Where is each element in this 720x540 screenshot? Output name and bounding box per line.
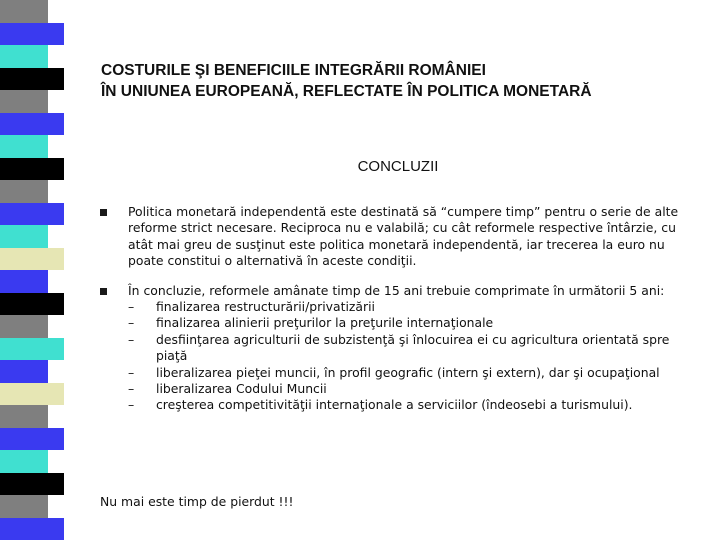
section-heading (0, 158, 720, 175)
bullet-text: Politica monetară independentă este destinată să “cumpere timp” pentru o serie de alte reforme strict necesare. Reciproca nu e valabilă; cu cât reformele respective întârzie, cu atât mai greu de susţinut este politica monetară independentă, iar trecerea la euro nu poate constitui o alternativă în aceste condiţii. (128, 204, 679, 269)
stripe-block (0, 450, 48, 473)
stripe-block (0, 90, 48, 113)
stripe-block (0, 135, 48, 158)
stripe-block (0, 495, 48, 518)
dash-marker: – (128, 299, 135, 315)
dash-marker: – (128, 364, 135, 380)
slide-body (100, 204, 700, 414)
section-heading-text: CONCLUZII (357, 158, 439, 175)
stripe-block (0, 518, 64, 540)
sub-item (100, 299, 700, 315)
dash-marker: – (128, 397, 135, 413)
sub-item (100, 381, 700, 397)
stripe-block (0, 338, 64, 361)
stripe-block (0, 270, 48, 293)
bullet-item (100, 283, 700, 299)
sub-item-text: liberalizarea pieţei muncii, în profil geografic (intern şi extern), dar şi ocupaţional (156, 364, 660, 380)
stripe-block (0, 315, 48, 338)
sub-item (100, 315, 700, 331)
bullet-text: În concluzie, reformele amânate timp de 15 ani trebuie comprimate în următorii 5 ani: (128, 282, 665, 298)
bullet-item (100, 204, 700, 270)
stripe-block (0, 293, 64, 316)
sub-item-text: desfiinţarea agriculturii de subzistenţă şi înlocuirea ei cu agricultura orientată spre piaţă (156, 331, 670, 364)
stripe-block (0, 225, 48, 248)
title-line-1: COSTURILE ŞI BENEFICIILE INTEGRĂRII ROMÂNIEI (101, 62, 486, 79)
sub-item-text: liberalizarea Codului Muncii (156, 381, 327, 397)
stripe-block (0, 405, 48, 428)
sub-item (100, 332, 700, 365)
sub-item (100, 397, 700, 413)
stripe-block (0, 45, 48, 68)
stripe-block (0, 473, 64, 496)
stripe-block (0, 203, 64, 226)
dash-marker: – (128, 315, 135, 331)
stripe-block (0, 68, 64, 91)
title-line-2: ÎN UNIUNEA EUROPEANĂ, REFLECTATE ÎN POLITICA MONETARĂ (101, 83, 592, 100)
stripe-block (0, 360, 48, 383)
stripe-block (0, 23, 64, 46)
sub-item-text: creşterea competitivităţii internaţionale a serviciilor (îndeosebi a turismului). (156, 397, 633, 413)
square-bullet-icon (100, 288, 107, 295)
decorative-color-stripe (0, 0, 64, 540)
sub-item (100, 365, 700, 381)
stripe-block (0, 248, 64, 271)
closing-note (100, 494, 700, 510)
slide-title (101, 60, 701, 102)
dash-marker: – (128, 381, 135, 397)
square-bullet-icon (100, 209, 107, 216)
stripe-block (0, 180, 48, 203)
stripe-block (0, 428, 64, 451)
stripe-block (0, 113, 64, 136)
stripe-block (0, 0, 48, 23)
sub-item-text: finalizarea restructurării/privatizării (156, 299, 375, 315)
stripe-block (0, 383, 64, 406)
closing-text: Nu mai este timp de pierdut !!! (100, 494, 294, 509)
sub-item-text: finalizarea alinierii preţurilor la preţurile internaţionale (156, 315, 494, 331)
dash-marker: – (128, 331, 135, 347)
